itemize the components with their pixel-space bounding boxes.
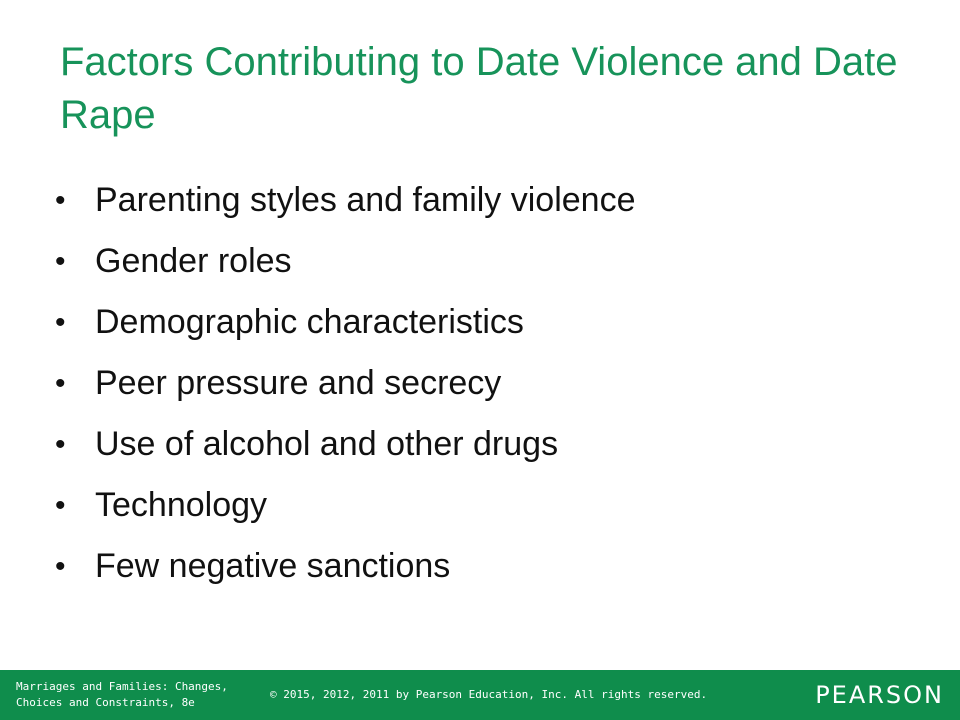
bullet-dot-icon: • [55, 184, 66, 217]
footer-bar [0, 670, 960, 720]
bullet-item [55, 353, 915, 414]
bullet-dot-icon: • [55, 245, 66, 278]
pearson-logo: PEARSON [815, 681, 944, 709]
bullet-item [55, 536, 915, 597]
footer-copyright: © 2015, 2012, 2011 by Pearson Education, Inc. All rights reserved. [270, 688, 708, 701]
bullet-item [55, 231, 915, 292]
bullet-dot-icon: • [55, 306, 66, 339]
bullet-text: Parenting styles and family violence [95, 181, 636, 219]
bullet-text: Peer pressure and secrecy [95, 364, 502, 402]
bullet-text: Use of alcohol and other drugs [95, 425, 559, 463]
bullet-list [55, 170, 915, 597]
bullet-text: Few negative sanctions [95, 547, 451, 585]
bullet-dot-icon: • [55, 367, 66, 400]
slide-title: Factors Contributing to Date Violence and Date Rape [60, 40, 898, 137]
bullet-item [55, 475, 915, 536]
bullet-dot-icon: • [55, 489, 66, 522]
bullet-text: Demographic characteristics [95, 303, 524, 341]
bullet-item [55, 292, 915, 353]
bullet-text: Technology [95, 486, 268, 524]
footer-book-title: Marriages and Families: Changes, Choices and Constraints, 8e [16, 680, 228, 709]
bullet-item [55, 414, 915, 475]
bullet-dot-icon: • [55, 550, 66, 583]
bullet-dot-icon: • [55, 428, 66, 461]
bullet-text: Gender roles [95, 242, 292, 280]
bullet-item [55, 170, 915, 231]
